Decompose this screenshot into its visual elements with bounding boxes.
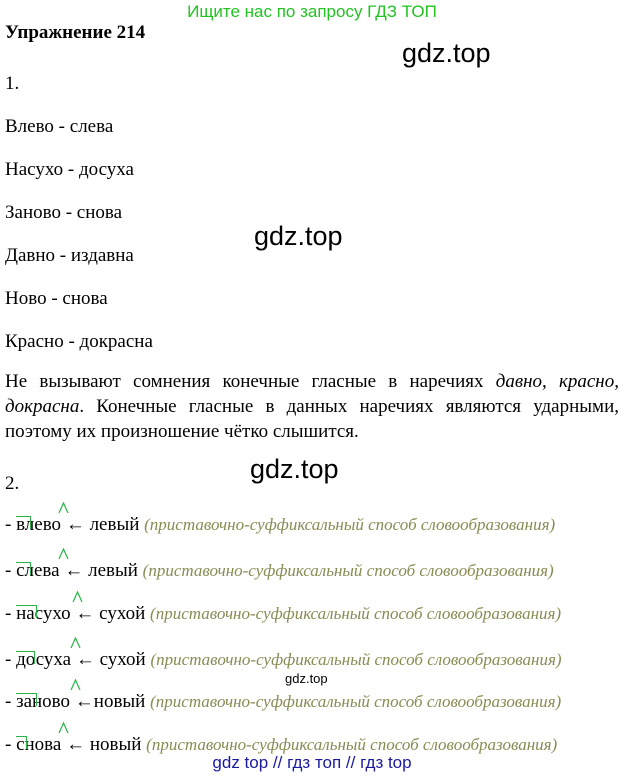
word-pair: Ново - снова: [5, 288, 108, 309]
formation-method: (приставочно-суффиксальный способ словообразования): [150, 692, 562, 711]
formation-method: (приставочно-суффиксальный способ словообразования): [150, 604, 562, 623]
watermark: gdz.top: [254, 221, 343, 251]
prefix-mark: [16, 562, 31, 575]
word-pair: Красно - докрасна: [5, 331, 153, 352]
footer-links: gdz top // гдз топ // гдз top: [212, 753, 412, 772]
prefix-mark: [16, 736, 27, 749]
prefix-mark: [16, 651, 35, 664]
search-banner: Ищите нас по запросу ГДЗ ТОП: [187, 2, 437, 21]
derived-word: заново: [16, 691, 70, 713]
exercise-title: Упражнение 214: [5, 22, 146, 43]
part2-number: 2.: [5, 473, 20, 494]
suffix-mark: [70, 637, 81, 649]
word-pair: Насухо - досуха: [5, 159, 134, 180]
prefix-mark: [16, 516, 31, 529]
suffix-mark: [70, 679, 81, 691]
watermark: gdz.top: [402, 38, 491, 68]
derived-word: насухо: [16, 603, 71, 625]
derivation-line: - снова ← новый (приставочно-суффиксальный способ словообразования): [5, 734, 557, 756]
suffix-mark: [72, 591, 83, 603]
suffix-mark: [58, 722, 69, 734]
watermark: gdz.top: [250, 454, 339, 484]
derived-word: слева: [16, 560, 60, 582]
formation-method: (приставочно-суффиксальный способ словообразования): [144, 515, 556, 534]
word-pair: Заново - снова: [5, 202, 123, 223]
suffix-mark: [58, 502, 69, 514]
suffix-mark: [58, 548, 69, 560]
prefix-mark: [16, 605, 37, 618]
derived-word: досуха: [16, 649, 71, 671]
prefix-mark: [16, 693, 37, 706]
word-pair: Давно - издавна: [5, 245, 134, 266]
formation-method: (приставочно-суффиксальный способ словообразования): [142, 561, 554, 580]
derived-word: влево: [16, 514, 61, 536]
word-pair: Влево - слева: [5, 116, 114, 137]
derivation-line: - заново ←новый (приставочно-суффиксальный способ словообразования): [5, 691, 561, 713]
formation-method: (приставочно-суффиксальный способ словообразования): [146, 735, 558, 754]
italic-examples: давно, красно, докрасна: [5, 371, 619, 417]
derivation-line: - досуха ← сухой (приставочно-суффиксальный способ словообразования): [5, 649, 562, 671]
watermark: gdz.top: [285, 671, 328, 686]
explanation-paragraph: Не вызывают сомнения конечные гласные в наречиях давно, красно, докрасна. Конечные гласные в данных наречиях являются ударными, поэтому их произношение чётко слышится.: [5, 371, 619, 442]
part1-number: 1.: [5, 73, 20, 94]
derivation-line: - влево ← левый (приставочно-суффиксальный способ словообразования): [5, 514, 555, 536]
derivation-line: - слева ← левый (приставочно-суффиксальный способ словообразования): [5, 560, 554, 582]
formation-method: (приставочно-суффиксальный способ словообразования): [150, 650, 562, 669]
derivation-line: - насухо ← сухой (приставочно-суффиксальный способ словообразования): [5, 603, 561, 625]
derived-word: снова: [16, 734, 61, 756]
